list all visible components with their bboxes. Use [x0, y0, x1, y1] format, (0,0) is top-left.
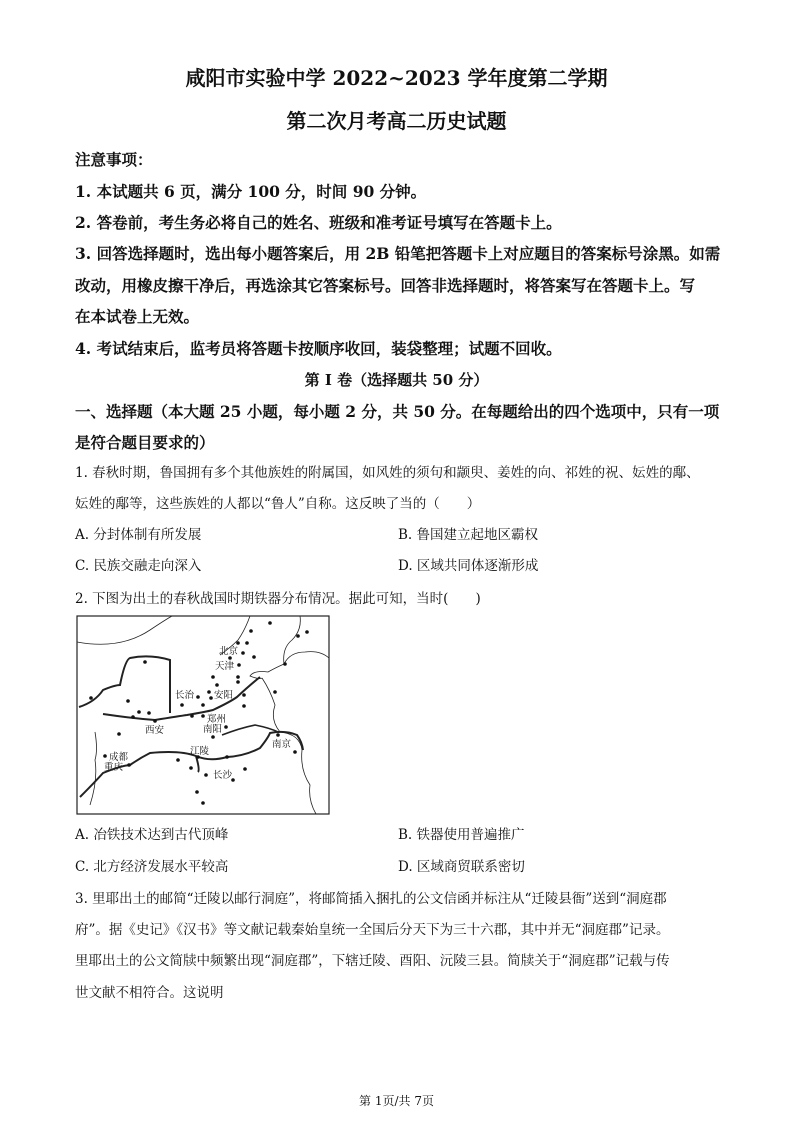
iron-find-dot: [273, 690, 277, 694]
iron-distribution-map: [70, 610, 340, 820]
iron-find-dot: [283, 662, 287, 666]
iron-find-dot: [207, 690, 211, 694]
map-label-zhengzhou: 郑州: [207, 714, 227, 725]
iron-find-dot: [237, 663, 241, 667]
iron-find-dot: [305, 630, 309, 634]
map-label-beijing: 北京: [219, 646, 239, 657]
q1-option-b: B. 鲁国建立起地区霸权: [398, 527, 539, 543]
exam-title-line2: 第二次月考高二历史试题: [286, 109, 507, 133]
q2-option-d: D. 区域商贸联系密切: [398, 859, 525, 875]
map-label-nanjing: 南京: [272, 739, 292, 750]
iron-find-dot: [127, 763, 131, 767]
q1-stem: 1. 春秋时期，鲁国拥有多个其他族姓的附属国，如风姓的须句和颛臾、姜姓的向、祁姓的祝、妘姓的鄅、: [75, 465, 700, 481]
q2-option-c: C. 北方经济发展水平较高: [75, 859, 229, 875]
iron-find-dot: [153, 719, 157, 723]
note-line: 4. 考试结束后，监考员将答题卡按顺序收回，装袋整理；试题不回收。: [75, 339, 562, 358]
q2-option-a: A. 冶铁技术达到古代顶峰: [75, 827, 229, 843]
q1-stem: 妘姓的鄅等，这些族姓的人都以“鲁人”自称。这反映了当的（ ）: [75, 496, 481, 512]
iron-find-dot: [195, 790, 199, 794]
note-line: 3. 回答选择题时，选出每小题答案后，用 2B 铅笔把答题卡上对应题目的答案标号涂黑。如需: [75, 244, 721, 263]
iron-find-dot: [204, 773, 208, 777]
map-label-changsha: 长沙: [213, 770, 233, 781]
iron-find-dot: [209, 696, 213, 700]
q2-option-b: B. 铁器使用普遍推广: [398, 827, 525, 843]
map-label-jiangling: 江陵: [190, 746, 210, 757]
iron-find-dot: [126, 699, 130, 703]
iron-find-dot: [245, 641, 249, 645]
iron-find-dot: [225, 755, 229, 759]
map-label-chengdu: 成都: [109, 752, 129, 763]
iron-find-dot: [147, 711, 151, 715]
q1-option-a: A. 分封体制有所发展: [75, 527, 202, 543]
iron-find-dot: [224, 725, 228, 729]
iron-find-dot: [189, 766, 193, 770]
map-label-anyang: 安阳: [214, 690, 234, 701]
iron-find-dot: [201, 714, 205, 718]
iron-find-dot: [236, 675, 240, 679]
iron-find-dot: [242, 704, 246, 708]
iron-find-dot: [252, 655, 256, 659]
section-intro: 一、选择题（本大题 25 小题，每小题 2 分，共 50 分。在每题给出的四个选项中，只有一项: [75, 402, 720, 421]
iron-find-dot: [296, 634, 300, 638]
iron-find-dot: [117, 732, 121, 736]
iron-find-dot: [236, 680, 240, 684]
exam-title-line1: 咸阳市实验中学 2022~2023 学年度第二学期: [185, 66, 608, 90]
iron-find-dot: [215, 683, 219, 687]
iron-find-dot: [242, 693, 246, 697]
q2-stem: 2. 下图为出土的春秋战国时期铁器分布情况。据此可知，当时( ): [75, 591, 481, 607]
note-line: 改动，用橡皮擦干净后，再选涂其它答案标号。回答非选择题时，将答案写在答题卡上。写: [75, 276, 696, 295]
iron-find-dot: [103, 754, 107, 758]
iron-find-dot: [243, 767, 247, 771]
map-label-nanyang: 南阳: [203, 724, 223, 735]
page-footer: 第 1页/共 7页: [359, 1094, 434, 1108]
iron-find-dot: [180, 703, 184, 707]
iron-find-dot: [201, 801, 205, 805]
q1-option-c: C. 民族交融走向深入: [75, 558, 202, 574]
iron-find-dot: [190, 714, 194, 718]
note-line: 在本试卷上无效。: [75, 307, 200, 326]
iron-find-dot: [201, 703, 205, 707]
q1-option-d: D. 区域共同体逐渐形成: [398, 558, 539, 574]
iron-find-dot: [236, 641, 240, 645]
notes-heading: 注意事项：: [75, 150, 153, 169]
iron-find-dot: [293, 750, 297, 754]
iron-find-dot: [89, 696, 93, 700]
iron-find-dot: [249, 629, 253, 633]
note-line: 1. 本试题共 6 页，满分 100 分，时间 90 分钟。: [75, 182, 427, 201]
iron-find-dot: [211, 735, 215, 739]
section-title: 第 I 卷（选择题共 50 分）: [304, 371, 489, 389]
q3-stem: 世文献不相符合。这说明: [75, 985, 224, 1001]
q3-stem: 3. 里耶出土的邮简“迁陵以邮行洞庭”，将邮简插入捆扎的公文信函并标注从“迁陵县衙”送到“洞庭郡: [75, 891, 667, 907]
note-line: 2. 答卷前，考生务必将自己的姓名、班级和准考证号填写在答题卡上。: [75, 213, 562, 232]
iron-find-dot: [196, 695, 200, 699]
q3-stem: 府”。据《史记》《汉书》等文献记载秦始皇统一全国后分天下为三十六郡，其中并无“洞庭郡”记录。: [75, 922, 670, 938]
iron-find-dot: [211, 675, 215, 679]
iron-find-dot: [241, 651, 245, 655]
map-label-chongqing: 重庆: [104, 762, 124, 773]
iron-find-dot: [143, 660, 147, 664]
map-label-changzhi: 长治: [175, 690, 195, 701]
map-label-xian: 西安: [145, 725, 165, 736]
q3-stem: 里耶出土的公文简牍中频繁出现“洞庭郡”，下辖迁陵、酉阳、沅陵三县。简牍关于“洞庭郡”记载与传: [75, 953, 670, 969]
iron-find-dot: [131, 715, 135, 719]
iron-find-dot: [276, 733, 280, 737]
map-label-tianjin: 天津: [215, 661, 235, 672]
section-intro: 是符合题目要求的）: [75, 433, 215, 452]
iron-find-dot: [137, 710, 141, 714]
iron-find-dot: [176, 758, 180, 762]
iron-find-dot: [268, 621, 272, 625]
